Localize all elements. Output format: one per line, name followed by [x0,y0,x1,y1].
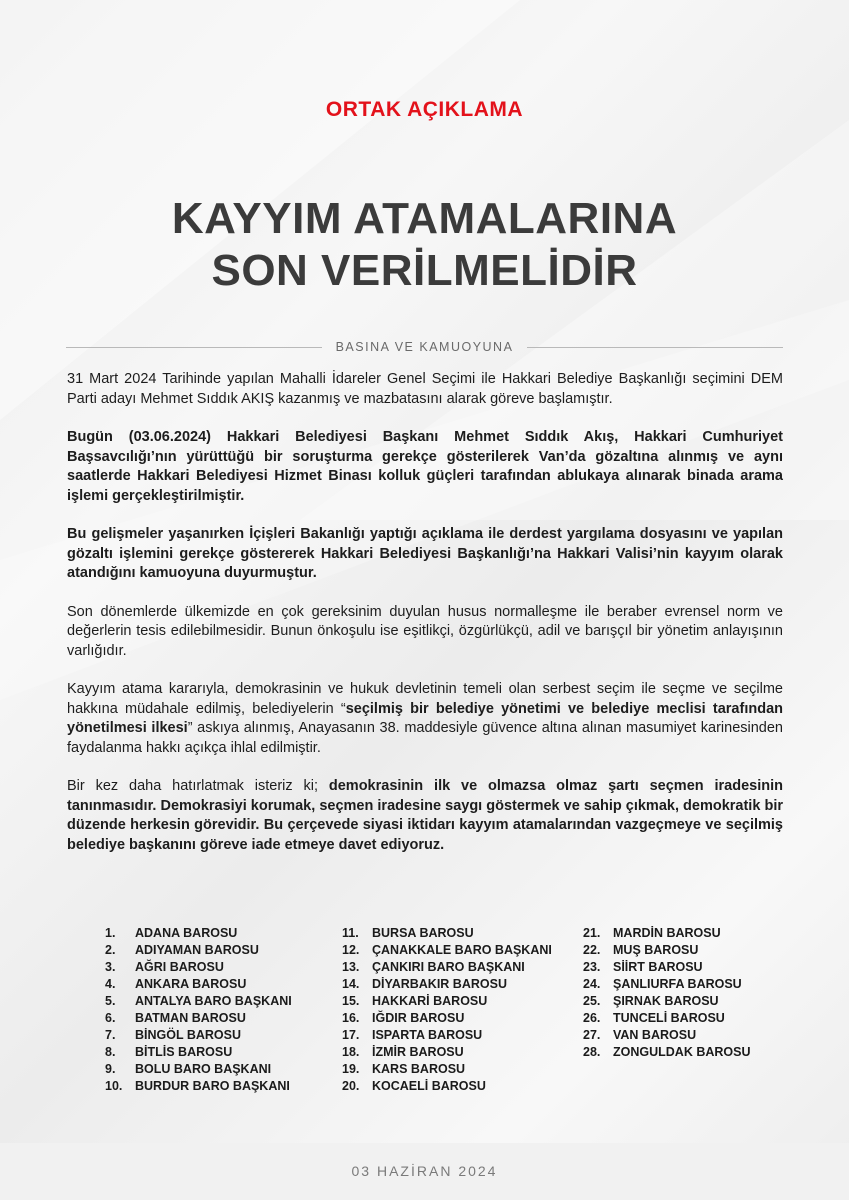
signatory-name: BOLU BARO BAŞKANI [135,1062,272,1076]
signatory-name: ADIYAMAN BAROSU [135,943,259,957]
signatory-number: 3. [105,960,116,974]
divider-right [527,347,783,348]
signatory-name: BİTLİS BAROSU [135,1045,233,1059]
signatory-name: SİİRT BAROSU [613,960,703,974]
statement-body [67,370,783,874]
signatory-number: 2. [105,943,116,957]
signatory-name: BURSA BAROSU [372,926,474,940]
signatory-number: 19. [342,1062,360,1076]
signatory-name: ISPARTA BAROSU [372,1028,483,1042]
signatory-item [105,993,292,1010]
signatory-name: ŞIRNAK BAROSU [613,994,719,1008]
signatory-number: 11. [342,926,359,940]
signatory-number: 9. [105,1062,116,1076]
title-line-2: SON VERİLMELİDİR [211,246,638,295]
signatory-name: MUŞ BAROSU [613,943,699,957]
signatory-number: 10. [105,1079,123,1093]
signatory-item [105,1061,292,1078]
page-title [0,193,849,297]
joint-statement-label: ORTAK AÇIKLAMA [325,98,524,121]
signatory-item [105,976,292,993]
signatory-name: AĞRI BAROSU [135,960,224,974]
signatory-item [342,1027,552,1044]
signatory-item [342,1078,552,1095]
signatory-name: ÇANAKKALE BARO BAŞKANI [372,943,552,957]
signatories-column-1 [105,925,292,1095]
signatory-item [342,993,552,1010]
paragraph-6-part-a: Bir kez daha hatırlatmak isteriz ki; [67,778,329,794]
signatory-name: KOCAELİ BAROSU [372,1079,486,1093]
paragraph-2: Bugün (03.06.2024) Hakkari Belediyesi Başkanı Mehmet Sıddık Akış, Hakkari Cumhuriyet Başsavcılığı’nın yürüttüğü bir soruşturma gerekçe gösterilerek Van’da gözaltına alınmış ve aynı saatlerde Hakkari Belediyesi Hizmet Binası kolluk güçleri tarafından ablukaya alınarak binada arama işlemi gerçekleştirilmiştir. [67,429,783,504]
signatory-item [105,1044,292,1061]
signatory-item [583,1010,751,1027]
signatory-name: ANTALYA BARO BAŞKANI [135,994,292,1008]
signatory-number: 17. [342,1028,360,1042]
signatory-name: KARS BAROSU [372,1062,466,1076]
signatory-name: ANKARA BAROSU [135,977,247,991]
signatory-number: 8. [105,1045,116,1059]
signatory-name: BURDUR BARO BAŞKANI [135,1079,290,1093]
signatory-item [342,925,552,942]
signatory-item [583,959,751,976]
signatory-item [342,1044,552,1061]
signatory-name: İZMİR BAROSU [372,1045,464,1059]
paragraph-5-emphasis: seçilmiş bir belediye yönetimi ve belediye meclisi tarafından yönetilmesi ilkesi [67,700,783,736]
signatory-item [583,1027,751,1044]
paragraph-6 [67,777,783,855]
paragraph-3: Bu gelişmeler yaşanırken İçişleri Bakanlığı yaptığı açıklama ile derdest yargılama dosyasını ve yapılan gözaltı işlemini gerekçe göstererek Hakkari Belediyesi Başkanlığı’na Hakkari Valisi’nin kayyım olarak atandığını kamuoyuna duyurmuştur. [67,526,783,581]
signatory-item [583,993,751,1010]
signatory-item [105,942,292,959]
subtitle-row [66,338,783,356]
signatory-number: 16. [342,1011,360,1025]
signatory-number: 6. [105,1011,116,1025]
signatory-number: 14. [342,977,360,991]
signatory-number: 12. [342,943,360,957]
signatory-item [105,959,292,976]
signatory-name: IĞDIR BAROSU [372,1011,465,1025]
signatory-item [583,942,751,959]
signatory-item [105,1027,292,1044]
subtitle: BASINA VE KAMUOYUNA [335,340,514,354]
signatory-number: 5. [105,994,116,1008]
divider-left [66,347,322,348]
signatory-number: 22. [583,943,601,957]
signatories-column-3 [583,925,751,1061]
signatory-number: 28. [583,1045,601,1059]
signatory-item [342,976,552,993]
signatory-name: DİYARBAKIR BAROSU [372,977,507,991]
signatory-number: 18. [342,1045,360,1059]
signatory-item [105,1010,292,1027]
signatory-number: 21. [583,926,601,940]
signatory-name: BİNGÖL BAROSU [135,1028,242,1042]
signatory-number: 13. [342,960,360,974]
signatory-item [583,1044,751,1061]
signatories-column-2 [342,925,552,1095]
signatory-number: 26. [583,1011,601,1025]
paragraph-5-part-c: ” askıya alınmış, Anayasanın 38. maddesiyle güvence altına alınan masumiyet karinesinden faydalanma hakkı açıkça ihlal edilmiştir. [67,720,783,756]
signatory-name: HAKKARİ BAROSU [372,994,488,1008]
signatory-name: ŞANLIURFA BAROSU [613,977,742,991]
signatory-item [342,959,552,976]
title-line-1: KAYYIM ATAMALARINA [171,194,678,243]
statement-date: 03 HAZİRAN 2024 [351,1163,498,1179]
signatory-number: 20. [342,1079,360,1093]
signatory-item [105,925,292,942]
signatory-item [342,942,552,959]
signatory-item [105,1078,292,1095]
signatory-item [342,1061,552,1078]
signatory-item [583,925,751,942]
signatory-number: 7. [105,1028,116,1042]
paragraph-1: 31 Mart 2024 Tarihinde yapılan Mahalli İdareler Genel Seçimi ile Hakkari Belediye Başkanlığı seçimini DEM Parti adayı Mehmet Sıddık AKIŞ kazanmış ve mazbatasını alarak göreve başlamıştır. [67,371,783,407]
paragraph-4: Son dönemlerde ülkemizde en çok gereksinim duyulan husus normalleşme ile beraber evrensel norm ve değerlerin tesis edilebilmesidir. Bunun önkoşulu ise eşitlikçi, özgürlükçü, adil ve barışçıl bir yönetim anlayışının varlığıdır. [67,603,783,659]
signatory-name: MARDİN BAROSU [613,926,721,940]
paragraph-6-emphasis: demokrasinin ilk ve olmazsa olmaz şartı seçmen iradesinin tanınmasıdır. Demokrasiyi korumak, seçmen iradesine saygı göstermek ve sahip çıkmak, demokratik bir düzende herkesin görevidir. Bu çerçevede siyasi iktidarı kayyım atamalarından vazgeçmeye ve seçilmiş belediye başkanını göreve iade etmeye davet ediyoruz. [67,778,783,853]
signatory-item [583,976,751,993]
signatory-number: 4. [105,977,116,991]
signatory-name: ADANA BAROSU [135,926,238,940]
signatory-number: 25. [583,994,601,1008]
signatory-number: 1. [105,926,116,940]
signatory-number: 24. [583,977,601,991]
signatory-number: 23. [583,960,601,974]
signatory-name: BATMAN BAROSU [135,1011,246,1025]
signatory-number: 15. [342,994,360,1008]
signatory-name: VAN BAROSU [613,1028,697,1042]
paragraph-5-part-a: Kayyım atama kararıyla, demokrasinin ve hukuk devletinin temeli olan serbest seçim ile seçme ve seçilme hakkına müdahale edilmiş, belediyelerin “ [67,681,783,717]
signatory-name: ÇANKIRI BARO BAŞKANI [372,960,525,974]
signatory-name: TUNCELİ BAROSU [613,1011,725,1025]
signatory-name: ZONGULDAK BAROSU [613,1045,751,1059]
signatory-number: 27. [583,1028,601,1042]
paragraph-5 [67,680,783,758]
signatory-item [342,1010,552,1027]
